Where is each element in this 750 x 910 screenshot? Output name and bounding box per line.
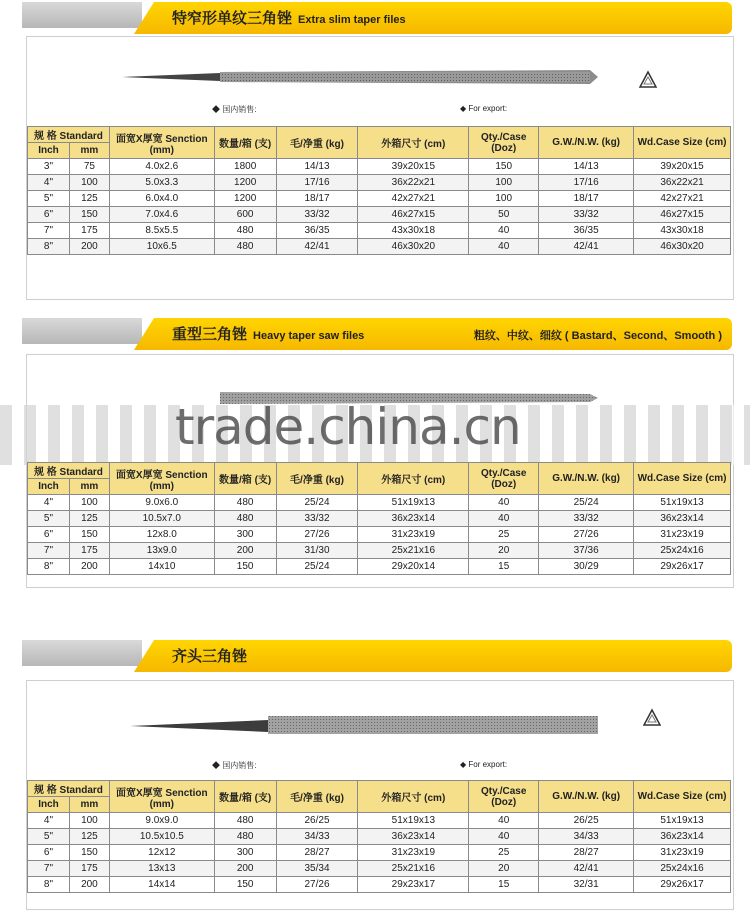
- table-row: [28, 239, 731, 255]
- header-spec: 规 格 Standard: [28, 463, 110, 479]
- table-cell: 175: [69, 543, 109, 559]
- table-cell: 150: [69, 527, 109, 543]
- table-cell: 6": [28, 207, 70, 223]
- header-qty-case: Qty./Case (Doz): [469, 127, 539, 159]
- table-cell: 36x23x14: [358, 511, 469, 527]
- table-cell: 34/33: [276, 829, 358, 845]
- table-cell: 31x23x19: [358, 527, 469, 543]
- export-note: ◆ For export:: [460, 760, 508, 769]
- table-cell: 125: [69, 511, 109, 527]
- watermark: trade.china.cn: [175, 398, 521, 456]
- table-cell: 39x20x15: [358, 159, 469, 175]
- table-cell: 5": [28, 191, 70, 207]
- table-cell: 125: [69, 829, 109, 845]
- table-cell: 200: [214, 861, 276, 877]
- header-mm: mm: [69, 143, 109, 159]
- table-cell: 8": [28, 239, 70, 255]
- table-cell: 4": [28, 175, 70, 191]
- table-cell: 6": [28, 527, 70, 543]
- table-row: [28, 813, 731, 829]
- table-cell: 200: [214, 543, 276, 559]
- table-cell: 25: [469, 527, 539, 543]
- table-cell: 43x30x18: [634, 223, 731, 239]
- table-cell: 7": [28, 543, 70, 559]
- table-cell: 51x19x13: [634, 495, 731, 511]
- table-cell: 32/31: [539, 877, 634, 893]
- export-note: ◆ For export:: [460, 104, 508, 113]
- table-cell: 13x13: [109, 861, 214, 877]
- table-cell: 14x10: [109, 559, 214, 575]
- header-gw-nw: G.W./N.W. (kg): [539, 463, 634, 495]
- header-spec: 规 格 Standard: [28, 781, 110, 797]
- spec-table: [27, 462, 731, 575]
- table-cell: 100: [69, 813, 109, 829]
- table-cell: 4": [28, 495, 70, 511]
- header-gw-nw: G.W./N.W. (kg): [539, 781, 634, 813]
- header-qty-case: Qty./Case (Doz): [469, 463, 539, 495]
- table-cell: 1800: [214, 159, 276, 175]
- table-cell: 1200: [214, 191, 276, 207]
- table-cell: 17/16: [276, 175, 358, 191]
- table-cell: 13x9.0: [109, 543, 214, 559]
- table-cell: 15: [469, 877, 539, 893]
- table-cell: 100: [469, 175, 539, 191]
- table-cell: 25x24x16: [634, 543, 731, 559]
- table-cell: 29x23x17: [358, 877, 469, 893]
- section-title: 特窄形单纹三角锉 Extra slim taper files: [172, 10, 406, 27]
- table-cell: 175: [69, 223, 109, 239]
- table-cell: 300: [214, 527, 276, 543]
- table-cell: 25x24x16: [634, 861, 731, 877]
- table-cell: 1200: [214, 175, 276, 191]
- table-cell: 75: [69, 159, 109, 175]
- table-cell: 4": [28, 813, 70, 829]
- table-cell: 18/17: [539, 191, 634, 207]
- table-row: [28, 527, 731, 543]
- table-row: [28, 877, 731, 893]
- header-section: 面宽X厚宽 Senction (mm): [109, 463, 214, 495]
- table-cell: 36x22x21: [358, 175, 469, 191]
- table-cell: 14x14: [109, 877, 214, 893]
- table-cell: 46x30x20: [634, 239, 731, 255]
- header-gw-nw: G.W./N.W. (kg): [539, 127, 634, 159]
- table-cell: 7": [28, 223, 70, 239]
- table-cell: 100: [469, 191, 539, 207]
- header-size-cn: 外箱尺寸 (cm): [358, 463, 469, 495]
- table-row: [28, 845, 731, 861]
- header-wd-case: Wd.Case Size (cm): [634, 463, 731, 495]
- header-inch: Inch: [28, 143, 70, 159]
- domestic-note: ◆ 国内销售:: [212, 105, 257, 114]
- table-cell: 26/25: [276, 813, 358, 829]
- table-cell: 36/35: [539, 223, 634, 239]
- table-cell: 10x6.5: [109, 239, 214, 255]
- table-cell: 25x21x16: [358, 543, 469, 559]
- table-cell: 40: [469, 495, 539, 511]
- table-cell: 480: [214, 511, 276, 527]
- table-cell: 37/36: [539, 543, 634, 559]
- table-cell: 33/32: [276, 207, 358, 223]
- table-cell: 12x8.0: [109, 527, 214, 543]
- table-cell: 18/17: [276, 191, 358, 207]
- table-cell: 25: [469, 845, 539, 861]
- table-cell: 33/32: [539, 207, 634, 223]
- table-cell: 25/24: [539, 495, 634, 511]
- table-cell: 4.0x2.6: [109, 159, 214, 175]
- table-cell: 20: [469, 861, 539, 877]
- table-row: [28, 495, 731, 511]
- table-cell: 25/24: [276, 559, 358, 575]
- table-cell: 31/30: [276, 543, 358, 559]
- header-weight-cn: 毛/净重 (kg): [276, 781, 358, 813]
- table-cell: 28/27: [539, 845, 634, 861]
- table-cell: 33/32: [276, 511, 358, 527]
- cut-types: 粗纹、中纹、细纹 ( Bastard、Second、Smooth ): [473, 330, 722, 342]
- spec-table: [27, 126, 731, 255]
- header-section: 面宽X厚宽 Senction (mm): [109, 781, 214, 813]
- table-cell: 36x23x14: [634, 829, 731, 845]
- spec-table: [27, 780, 731, 893]
- header-inch: Inch: [28, 479, 70, 495]
- table-row: [28, 207, 731, 223]
- table-cell: 50: [469, 207, 539, 223]
- table-cell: 14/13: [539, 159, 634, 175]
- header-wd-case: Wd.Case Size (cm): [634, 781, 731, 813]
- table-cell: 33/32: [539, 511, 634, 527]
- triangle-icon: [638, 70, 658, 90]
- table-cell: 27/26: [539, 527, 634, 543]
- table-cell: 51x19x13: [358, 495, 469, 511]
- table-cell: 200: [69, 559, 109, 575]
- table-cell: 15: [469, 559, 539, 575]
- table-cell: 125: [69, 191, 109, 207]
- section-title: 齐头三角锉: [172, 648, 248, 665]
- header-inch: Inch: [28, 797, 70, 813]
- table-cell: 40: [469, 829, 539, 845]
- file-image: [128, 710, 608, 740]
- table-cell: 36x23x14: [634, 511, 731, 527]
- table-cell: 480: [214, 495, 276, 511]
- header-weight-cn: 毛/净重 (kg): [276, 463, 358, 495]
- table-cell: 42/41: [539, 861, 634, 877]
- table-cell: 25x21x16: [358, 861, 469, 877]
- header-size-cn: 外箱尺寸 (cm): [358, 781, 469, 813]
- header-wd-case: Wd.Case Size (cm): [634, 127, 731, 159]
- table-cell: 200: [69, 877, 109, 893]
- table-cell: 6": [28, 845, 70, 861]
- table-cell: 175: [69, 861, 109, 877]
- table-cell: 9.0x9.0: [109, 813, 214, 829]
- table-cell: 200: [69, 239, 109, 255]
- table-cell: 5": [28, 829, 70, 845]
- header-mm: mm: [69, 797, 109, 813]
- header-size-cn: 外箱尺寸 (cm): [358, 127, 469, 159]
- table-cell: 7": [28, 861, 70, 877]
- table-cell: 34/33: [539, 829, 634, 845]
- header-qty-cn: 数量/箱 (支): [214, 127, 276, 159]
- table-cell: 27/26: [276, 527, 358, 543]
- table-cell: 150: [69, 207, 109, 223]
- table-row: [28, 559, 731, 575]
- table-cell: 29x20x14: [358, 559, 469, 575]
- table-cell: 14/13: [276, 159, 358, 175]
- header-weight-cn: 毛/净重 (kg): [276, 127, 358, 159]
- table-cell: 6.0x4.0: [109, 191, 214, 207]
- table-cell: 43x30x18: [358, 223, 469, 239]
- table-cell: 29x26x17: [634, 559, 731, 575]
- table-cell: 31x23x19: [358, 845, 469, 861]
- table-cell: 36x22x21: [634, 175, 731, 191]
- table-cell: 42/41: [539, 239, 634, 255]
- table-cell: 600: [214, 207, 276, 223]
- table-cell: 29x26x17: [634, 877, 731, 893]
- table-row: [28, 511, 731, 527]
- table-cell: 150: [214, 877, 276, 893]
- table-row: [28, 159, 731, 175]
- table-cell: 35/34: [276, 861, 358, 877]
- table-cell: 12x12: [109, 845, 214, 861]
- table-cell: 40: [469, 239, 539, 255]
- header-qty-case: Qty./Case (Doz): [469, 781, 539, 813]
- table-cell: 17/16: [539, 175, 634, 191]
- table-row: [28, 543, 731, 559]
- header-qty-cn: 数量/箱 (支): [214, 463, 276, 495]
- table-cell: 150: [214, 559, 276, 575]
- file-image: [120, 62, 600, 92]
- table-cell: 100: [69, 175, 109, 191]
- table-cell: 25/24: [276, 495, 358, 511]
- table-cell: 40: [469, 813, 539, 829]
- table-cell: 40: [469, 223, 539, 239]
- table-cell: 27/26: [276, 877, 358, 893]
- table-cell: 46x27x15: [358, 207, 469, 223]
- table-row: [28, 223, 731, 239]
- table-cell: 10.5x10.5: [109, 829, 214, 845]
- table-row: [28, 829, 731, 845]
- table-cell: 5.0x3.3: [109, 175, 214, 191]
- table-cell: 26/25: [539, 813, 634, 829]
- table-cell: 40: [469, 511, 539, 527]
- section-banner: [22, 318, 732, 350]
- table-cell: 8.5x5.5: [109, 223, 214, 239]
- table-cell: 31x23x19: [634, 527, 731, 543]
- triangle-icon: [642, 708, 662, 728]
- table-cell: 51x19x13: [358, 813, 469, 829]
- header-section: 面宽X厚宽 Senction (mm): [109, 127, 214, 159]
- table-cell: 39x20x15: [634, 159, 731, 175]
- table-cell: 150: [469, 159, 539, 175]
- table-cell: 100: [69, 495, 109, 511]
- table-cell: 300: [214, 845, 276, 861]
- table-cell: 150: [69, 845, 109, 861]
- table-cell: 42/41: [276, 239, 358, 255]
- table-cell: 31x23x19: [634, 845, 731, 861]
- section-banner: [22, 640, 732, 672]
- table-cell: 46x27x15: [634, 207, 731, 223]
- table-cell: 7.0x4.6: [109, 207, 214, 223]
- table-row: [28, 861, 731, 877]
- section-title: 重型三角锉 Heavy taper saw files: [172, 326, 365, 343]
- table-cell: 8": [28, 559, 70, 575]
- table-cell: 30/29: [539, 559, 634, 575]
- domestic-note: ◆ 国内销售:: [212, 761, 257, 770]
- table-cell: 20: [469, 543, 539, 559]
- table-cell: 480: [214, 239, 276, 255]
- table-cell: 46x30x20: [358, 239, 469, 255]
- table-cell: 5": [28, 511, 70, 527]
- table-row: [28, 175, 731, 191]
- section-banner: [22, 2, 732, 34]
- table-cell: 480: [214, 223, 276, 239]
- table-row: [28, 191, 731, 207]
- header-mm: mm: [69, 479, 109, 495]
- table-cell: 3": [28, 159, 70, 175]
- table-cell: 42x27x21: [358, 191, 469, 207]
- table-cell: 10.5x7.0: [109, 511, 214, 527]
- table-cell: 480: [214, 813, 276, 829]
- table-cell: 8": [28, 877, 70, 893]
- table-cell: 42x27x21: [634, 191, 731, 207]
- table-cell: 480: [214, 829, 276, 845]
- table-cell: 9.0x6.0: [109, 495, 214, 511]
- table-cell: 51x19x13: [634, 813, 731, 829]
- header-qty-cn: 数量/箱 (支): [214, 781, 276, 813]
- table-cell: 36/35: [276, 223, 358, 239]
- header-spec: 规 格 Standard: [28, 127, 110, 143]
- table-cell: 36x23x14: [358, 829, 469, 845]
- table-cell: 28/27: [276, 845, 358, 861]
